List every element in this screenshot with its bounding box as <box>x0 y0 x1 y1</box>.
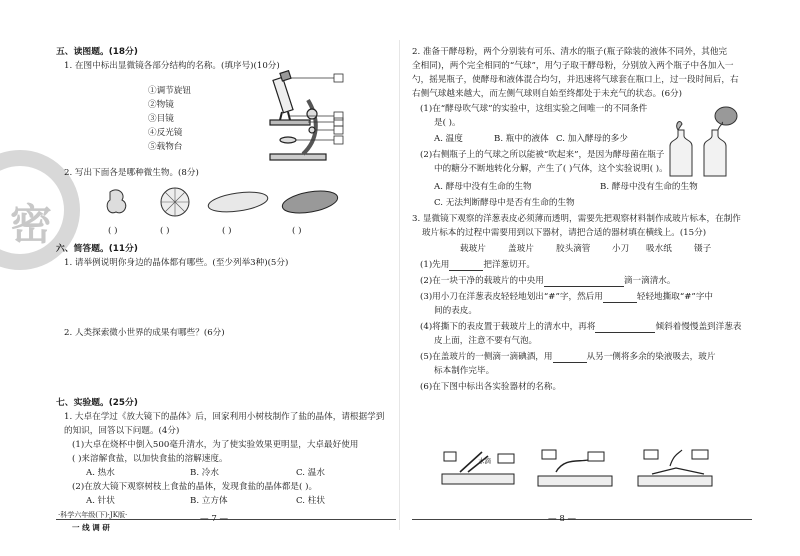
microbe-images <box>100 184 340 220</box>
micro-part-1: ①调节旋钮 <box>148 86 191 96</box>
question-r2-2-line1: (2)右侧瓶子上的气球之所以能被“吹起来”，是因为酵母菌在瓶子 <box>420 150 665 160</box>
tool-4: 小刀 <box>612 244 630 254</box>
step-5: (5)在盖玻片的一侧滴一滴碘酒，用 从另一侧将多余的染液吸去，玻片 <box>420 352 716 362</box>
step-4: (4)将撕下的表皮置于载玻片上的清水中，再将 倾斜着慢慢盖到洋葱表 <box>420 322 742 332</box>
option-c[interactable]: C. 温水 <box>296 468 325 478</box>
micro-part-5: ⑤载物台 <box>148 142 183 152</box>
page-divider <box>399 40 400 530</box>
micro-part-2: ②物镜 <box>148 100 174 110</box>
microbe-blank-2[interactable]: ( ) <box>160 226 170 236</box>
question-r2-1-line2: 是( )。 <box>434 118 461 128</box>
question-5-2: 2. 写出下面各是哪种微生物。(8分) <box>64 168 199 178</box>
question-5-1: 1. 在图中标出显微镜各部分结构的名称。(填序号)(10分) <box>64 61 280 71</box>
section-6-title: 六、简答题。(11分) <box>56 244 138 254</box>
page-number-right: — 8 — <box>548 514 577 524</box>
step-3-cont: 间的表皮。 <box>434 306 477 316</box>
footer-left-sub: 一 线 调 研 <box>72 523 110 532</box>
question-r2-line3: 勺，摇晃瓶子，使酵母和液体混合均匀，并迅速将气球套在瓶口上，过一段时间后，右 <box>412 75 739 85</box>
option-r2-b[interactable]: B. 酵母中没有生命的生物 <box>600 182 698 192</box>
blank-step-5[interactable] <box>553 353 587 363</box>
option-b[interactable]: B. 冷水 <box>190 468 219 478</box>
question-r2-line2: 全相同)，两个完全相同的“气球”，用勺子取干酵母粉，分别放入两个瓶子中各加入一 <box>412 61 734 71</box>
question-7-1-1-line1: (1)大卓在烧杯中倒入500毫升清水，为了使实验效果更明显，大卓最好使用 <box>72 440 359 450</box>
footer-left-label: ·科学六年级(下)·JK版· <box>58 511 128 519</box>
question-r2-line1: 2. 准备干酵母粉，两个分别装有可乐、清水的瓶子(瓶子除装的液体不同外，其他完 <box>412 47 728 57</box>
option-r-c[interactable]: C. 加入酵母的多少 <box>556 134 628 144</box>
question-7-1-2: (2)在放大镜下观察树枝上食盐的晶体，发现食盐的晶体都是( )。 <box>72 482 318 492</box>
bottles-balloon-figure <box>664 106 740 180</box>
step-3: (3)用小刀在洋葱表皮轻轻地划出“#”字，然后用 轻轻地撕取“#”字中 <box>420 292 714 302</box>
question-r3-line1: 3. 显微镜下观察的洋葱表皮必须薄而透明，需要先把观察材料制作成玻片标本，在制作 <box>412 214 741 224</box>
micro-part-4: ④反光镜 <box>148 128 183 138</box>
microbe-blank-4[interactable]: ( ) <box>292 226 302 236</box>
microscope-figure <box>248 70 348 162</box>
section-5-title: 五、读图题。(18分) <box>56 47 138 57</box>
watermark-stamp: 密 <box>0 150 80 270</box>
section-7-title: 七、实验题。(25分) <box>56 398 138 408</box>
tool-1: 载玻片 <box>460 244 486 254</box>
tool-6: 镊子 <box>694 244 712 254</box>
step-1: (1)先用 把洋葱切开。 <box>420 260 535 270</box>
step-4-cont: 皮上面，注意不要有气泡。 <box>434 336 538 346</box>
question-r2-1-line1: (1)在“酵母吹气球”的实验中，这组实验之间唯一的不同条件 <box>420 104 648 114</box>
option-r-b[interactable]: B. 瓶中的液体 <box>494 134 549 144</box>
step-6: (6)在下图中标出各实验器材的名称。 <box>420 382 562 392</box>
option-a[interactable]: A. 热水 <box>86 468 115 478</box>
page-number-left: — 7 — <box>200 514 229 524</box>
step-2: (2)在一块干净的载玻片的中央用 滴一滴清水。 <box>420 276 676 286</box>
step-5-cont: 标本制作完毕。 <box>434 366 495 376</box>
microbe-blank-1[interactable]: ( ) <box>108 226 118 236</box>
footer-rule-right <box>412 519 752 520</box>
lab-equipment-figure <box>438 446 728 498</box>
blank-step-3[interactable] <box>603 293 637 303</box>
blank-step-4[interactable] <box>595 323 655 333</box>
tool-3: 胶头滴管 <box>556 244 591 254</box>
option-b2[interactable]: B. 立方体 <box>190 496 228 506</box>
question-r2-2-line2: 中的糖分不断地转化分解，产生了( )气体，这个实验说明( )。 <box>434 164 668 174</box>
question-7-1-line2: 的知识，回答以下问题。(4分) <box>64 426 180 436</box>
blank-step-2[interactable] <box>544 277 624 287</box>
option-r2-c[interactable]: C. 无法判断酵母中是否有生命的生物 <box>434 198 575 208</box>
option-r2-a[interactable]: A. 酵母中没有生命的生物 <box>434 182 532 192</box>
option-r-a[interactable]: A. 温度 <box>434 134 463 144</box>
question-7-1-line1: 1. 大卓在学过《放大镜下的晶体》后，回家利用小树枝制作了盐的晶体，请根据学到 <box>64 412 385 422</box>
question-6-1: 1. 请举例说明你身边的晶体都有哪些。(至少列举3种)(5分) <box>64 258 289 268</box>
option-a2[interactable]: A. 针状 <box>86 496 115 506</box>
tool-5: 吸水纸 <box>646 244 672 254</box>
question-6-2: 2. 人类探索微小世界的成果有哪些？(6分) <box>64 328 225 338</box>
question-r2-line4: 右侧气球越来越大，而左侧气球则自始至终都处于未充气的状态。(6分) <box>412 89 682 99</box>
question-7-1-1-line2: ( )来溶解食盐，以加快食盐的溶解速度。 <box>72 454 228 464</box>
blank-step-1[interactable] <box>449 261 483 271</box>
question-r3-line2: 玻片标本的过程中需要用到以下器材，请把合适的器材填在横线上。(15分) <box>422 228 707 238</box>
micro-part-3: ③目镜 <box>148 114 174 124</box>
microbe-blank-3[interactable]: ( ) <box>222 226 232 236</box>
option-c2[interactable]: C. 柱状 <box>296 496 325 506</box>
water-drop-label: 水滴 <box>478 457 491 465</box>
tool-2: 盖玻片 <box>508 244 534 254</box>
